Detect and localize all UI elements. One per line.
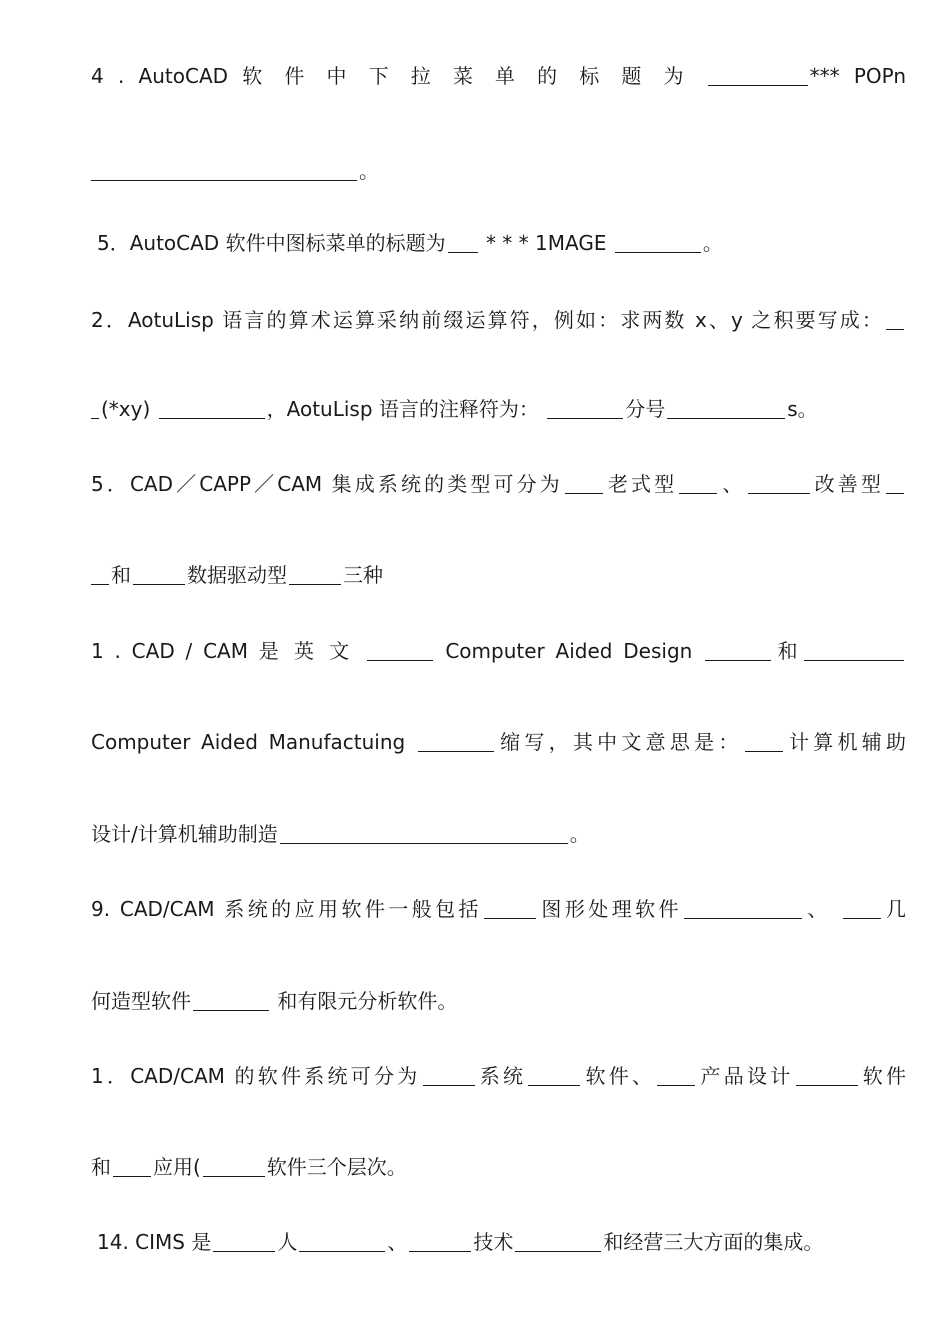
answer-blank bbox=[159, 398, 265, 419]
question-suffix: 。 bbox=[359, 159, 379, 183]
question-q2-line2 bbox=[91, 395, 906, 423]
answer-blank bbox=[886, 309, 904, 330]
answer-text: 分号 bbox=[625, 397, 666, 421]
question-text: 和经营三大方面的集成。 bbox=[603, 1230, 824, 1254]
answer-blank bbox=[203, 1156, 265, 1177]
answer-text: 人 bbox=[277, 1230, 298, 1254]
question-q2-line1 bbox=[91, 306, 906, 334]
answer-text: 系统 bbox=[476, 1064, 527, 1088]
question-q1-line2 bbox=[91, 728, 906, 756]
question-text: 5．AutoCAD 软件中图标菜单的标题为 bbox=[97, 231, 446, 255]
answer-text: Computer Aided Design bbox=[445, 639, 693, 663]
answer-blank bbox=[886, 473, 904, 494]
question-q1-levels-line1 bbox=[91, 1062, 906, 1090]
question-text: 和 bbox=[773, 639, 803, 663]
question-text: 三种 bbox=[343, 563, 383, 587]
question-text: 、 bbox=[387, 1230, 408, 1254]
answer-blank bbox=[367, 640, 433, 661]
question-q1-levels-line2 bbox=[91, 1153, 906, 1181]
question-text: 软件 bbox=[859, 1064, 906, 1088]
question-q1-line1 bbox=[91, 637, 906, 665]
answer-blank bbox=[193, 990, 269, 1011]
question-q5-line1 bbox=[91, 470, 906, 498]
question-q5-line2 bbox=[91, 561, 906, 589]
answer-blank bbox=[547, 398, 623, 419]
answer-text: 老式型 bbox=[604, 472, 678, 496]
answer-blank bbox=[409, 1231, 471, 1252]
question-text: 9. CAD/CAM 系统的应用软件一般包括 bbox=[91, 897, 482, 921]
answer-blank bbox=[299, 1231, 385, 1252]
answer-blank bbox=[418, 731, 494, 752]
answer-blank bbox=[679, 473, 717, 494]
answer-blank bbox=[289, 564, 341, 585]
question-text: 和 bbox=[91, 1155, 111, 1179]
answer-text: * * * 1MAGE bbox=[485, 231, 607, 255]
question-text: 、 bbox=[803, 897, 831, 921]
answer-text: 数据驱动型 bbox=[187, 563, 287, 587]
answer-blank bbox=[113, 1156, 151, 1177]
answer-text: 技术 bbox=[473, 1230, 514, 1254]
answer-blank bbox=[615, 232, 701, 253]
answer-text: 几 bbox=[882, 897, 906, 921]
answer-blank bbox=[684, 898, 802, 919]
answer-text: 设计/计算机辅助制造 bbox=[91, 822, 278, 846]
question-text: 14. CIMS 是 bbox=[97, 1230, 212, 1254]
answer-blank bbox=[213, 1231, 275, 1252]
question-text: 2．AotuLisp 语言的算术运算采纳前缀运算符，例如：求两数 x、y 之积要写成： bbox=[91, 308, 884, 332]
question-text: 5．CAD／CAPP／CAM 集成系统的类型可分为 bbox=[91, 472, 563, 496]
question-q14 bbox=[97, 1228, 912, 1256]
answer-blank bbox=[657, 1065, 695, 1086]
question-text: 4 . AutoCAD 软 件 中 下 拉 菜 单 的 标 题 为 bbox=[91, 64, 692, 88]
answer-blank bbox=[843, 898, 881, 919]
answer-blank bbox=[745, 731, 783, 752]
question-text: 1 . CAD / CAM 是 英 文 bbox=[91, 639, 354, 663]
answer-text: 计算机辅助 bbox=[784, 730, 906, 754]
answer-blank bbox=[667, 398, 785, 419]
answer-text: (*xy) bbox=[101, 397, 151, 421]
answer-blank bbox=[748, 473, 810, 494]
question-text: 和有限元分析软件。 bbox=[277, 989, 458, 1013]
answer-blank bbox=[796, 1065, 858, 1086]
question-text: 缩写，其中文意思是： bbox=[495, 730, 743, 754]
question-q1-line3 bbox=[91, 820, 906, 848]
answer-text: 产品设计 bbox=[697, 1064, 794, 1088]
answer-blank bbox=[484, 898, 536, 919]
question-text: ，AotuLisp 语言的注释符为： bbox=[266, 397, 539, 421]
question-q5-image bbox=[97, 229, 912, 257]
answer-text: 应用( bbox=[153, 1155, 201, 1179]
answer-text: 图形处理软件 bbox=[538, 897, 682, 921]
answer-blank bbox=[423, 1065, 475, 1086]
question-q9-line1 bbox=[91, 895, 906, 923]
answer-blank bbox=[91, 160, 357, 181]
answer-blank bbox=[528, 1065, 580, 1086]
answer-blank bbox=[91, 564, 109, 585]
answer-blank bbox=[91, 398, 99, 419]
question-text: 1．CAD/CAM 的软件系统可分为 bbox=[91, 1064, 421, 1088]
question-text: 、 bbox=[719, 472, 746, 496]
question-text: 软件、 bbox=[582, 1064, 656, 1088]
answer-text: 何造型软件 bbox=[91, 989, 191, 1013]
question-q4-line2 bbox=[91, 157, 906, 185]
answer-blank bbox=[705, 640, 771, 661]
question-text: 软件三个层次。 bbox=[266, 1155, 407, 1179]
answer-blank bbox=[708, 65, 808, 86]
answer-blank bbox=[280, 823, 568, 844]
question-suffix: s。 bbox=[787, 397, 818, 421]
question-text: 和 bbox=[111, 563, 131, 587]
answer-text: *** POPn bbox=[809, 64, 906, 88]
question-q4-line1 bbox=[91, 62, 906, 90]
question-q9-line2 bbox=[91, 987, 906, 1015]
question-suffix: 。 bbox=[569, 822, 590, 846]
answer-blank bbox=[515, 1231, 601, 1252]
answer-blank bbox=[448, 232, 478, 253]
answer-blank bbox=[804, 640, 904, 661]
answer-text: Computer Aided Manufactuing bbox=[91, 730, 406, 754]
answer-blank bbox=[133, 564, 185, 585]
question-suffix: 。 bbox=[702, 231, 723, 255]
answer-text: 改善型 bbox=[811, 472, 885, 496]
answer-blank bbox=[565, 473, 603, 494]
